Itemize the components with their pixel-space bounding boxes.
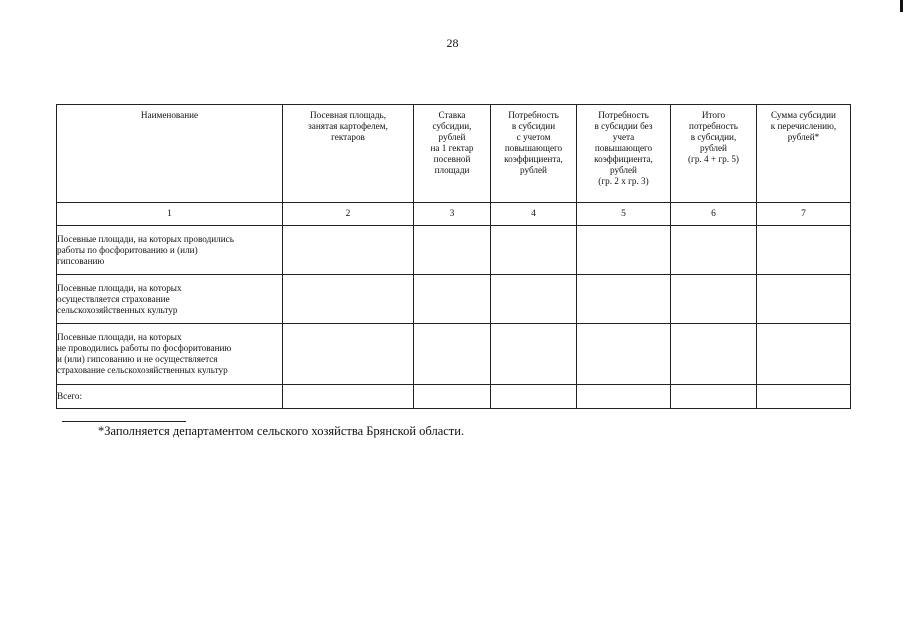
table-cell xyxy=(671,324,757,385)
table-cell xyxy=(757,385,851,409)
table-cell xyxy=(283,226,414,275)
footnote: *Заполняется департаментом сельского хозяйства Брянской области. xyxy=(98,424,465,438)
table-row xyxy=(57,275,851,324)
header-name: Наименование xyxy=(57,105,283,203)
header-need-with-coefficient: Потребность в субсидии с учетом повышающего коэффициента, рублей xyxy=(491,105,577,203)
header-sown-area: Посевная площадь, занятая картофелем, гектаров xyxy=(283,105,414,203)
table-cell xyxy=(414,226,491,275)
table-cell xyxy=(671,226,757,275)
page-edge-mark xyxy=(900,0,903,12)
header-subsidy-rate: Ставка субсидии, рублей на 1 гектар посевной площади xyxy=(414,105,491,203)
table-cell xyxy=(414,385,491,409)
column-number: 5 xyxy=(577,203,671,226)
table-cell xyxy=(757,275,851,324)
table-cell xyxy=(491,226,577,275)
table-cell xyxy=(491,385,577,409)
page-number: 28 xyxy=(446,36,459,50)
header-subsidy-to-transfer: Сумма субсидии к перечислению, рублей* xyxy=(757,105,851,203)
table-cell xyxy=(414,275,491,324)
table-cell xyxy=(491,324,577,385)
column-number-row xyxy=(57,203,851,226)
table-cell xyxy=(577,226,671,275)
table-cell xyxy=(671,275,757,324)
column-number: 1 xyxy=(57,203,283,226)
column-number: 7 xyxy=(757,203,851,226)
table-cell xyxy=(577,324,671,385)
header-need-without-coefficient: Потребность в субсидии без учета повышающего коэффициента, рублей (гр. 2 х гр. 3) xyxy=(577,105,671,203)
table-cell xyxy=(283,275,414,324)
table-row xyxy=(57,226,851,275)
table-cell xyxy=(414,324,491,385)
table-cell xyxy=(577,385,671,409)
table-header-row xyxy=(57,105,851,203)
table-cell xyxy=(283,324,414,385)
subsidy-table xyxy=(56,104,851,409)
column-number: 3 xyxy=(414,203,491,226)
footnote-divider xyxy=(62,421,186,422)
table-row xyxy=(57,324,851,385)
table-row-total xyxy=(57,385,851,409)
column-number: 6 xyxy=(671,203,757,226)
table-cell xyxy=(671,385,757,409)
table-cell xyxy=(283,385,414,409)
column-number: 2 xyxy=(283,203,414,226)
row-label: Посевные площади, на которых осуществляется страхование сельскохозяйственных культур xyxy=(57,275,283,324)
table-cell xyxy=(577,275,671,324)
table-cell xyxy=(757,324,851,385)
header-total-need: Итого потребность в субсидии, рублей (гр. 4 + гр. 5) xyxy=(671,105,757,203)
row-label: Посевные площади, на которых не проводились работы по фосфоритованию и (или) гипсованию и не осуществляется страхование сельскохозяйственных культур xyxy=(57,324,283,385)
table-cell xyxy=(757,226,851,275)
row-label: Посевные площади, на которых проводились работы по фосфоритованию и (или) гипсованию xyxy=(57,226,283,275)
row-label-total: Всего: xyxy=(57,385,283,409)
table-cell xyxy=(491,275,577,324)
column-number: 4 xyxy=(491,203,577,226)
